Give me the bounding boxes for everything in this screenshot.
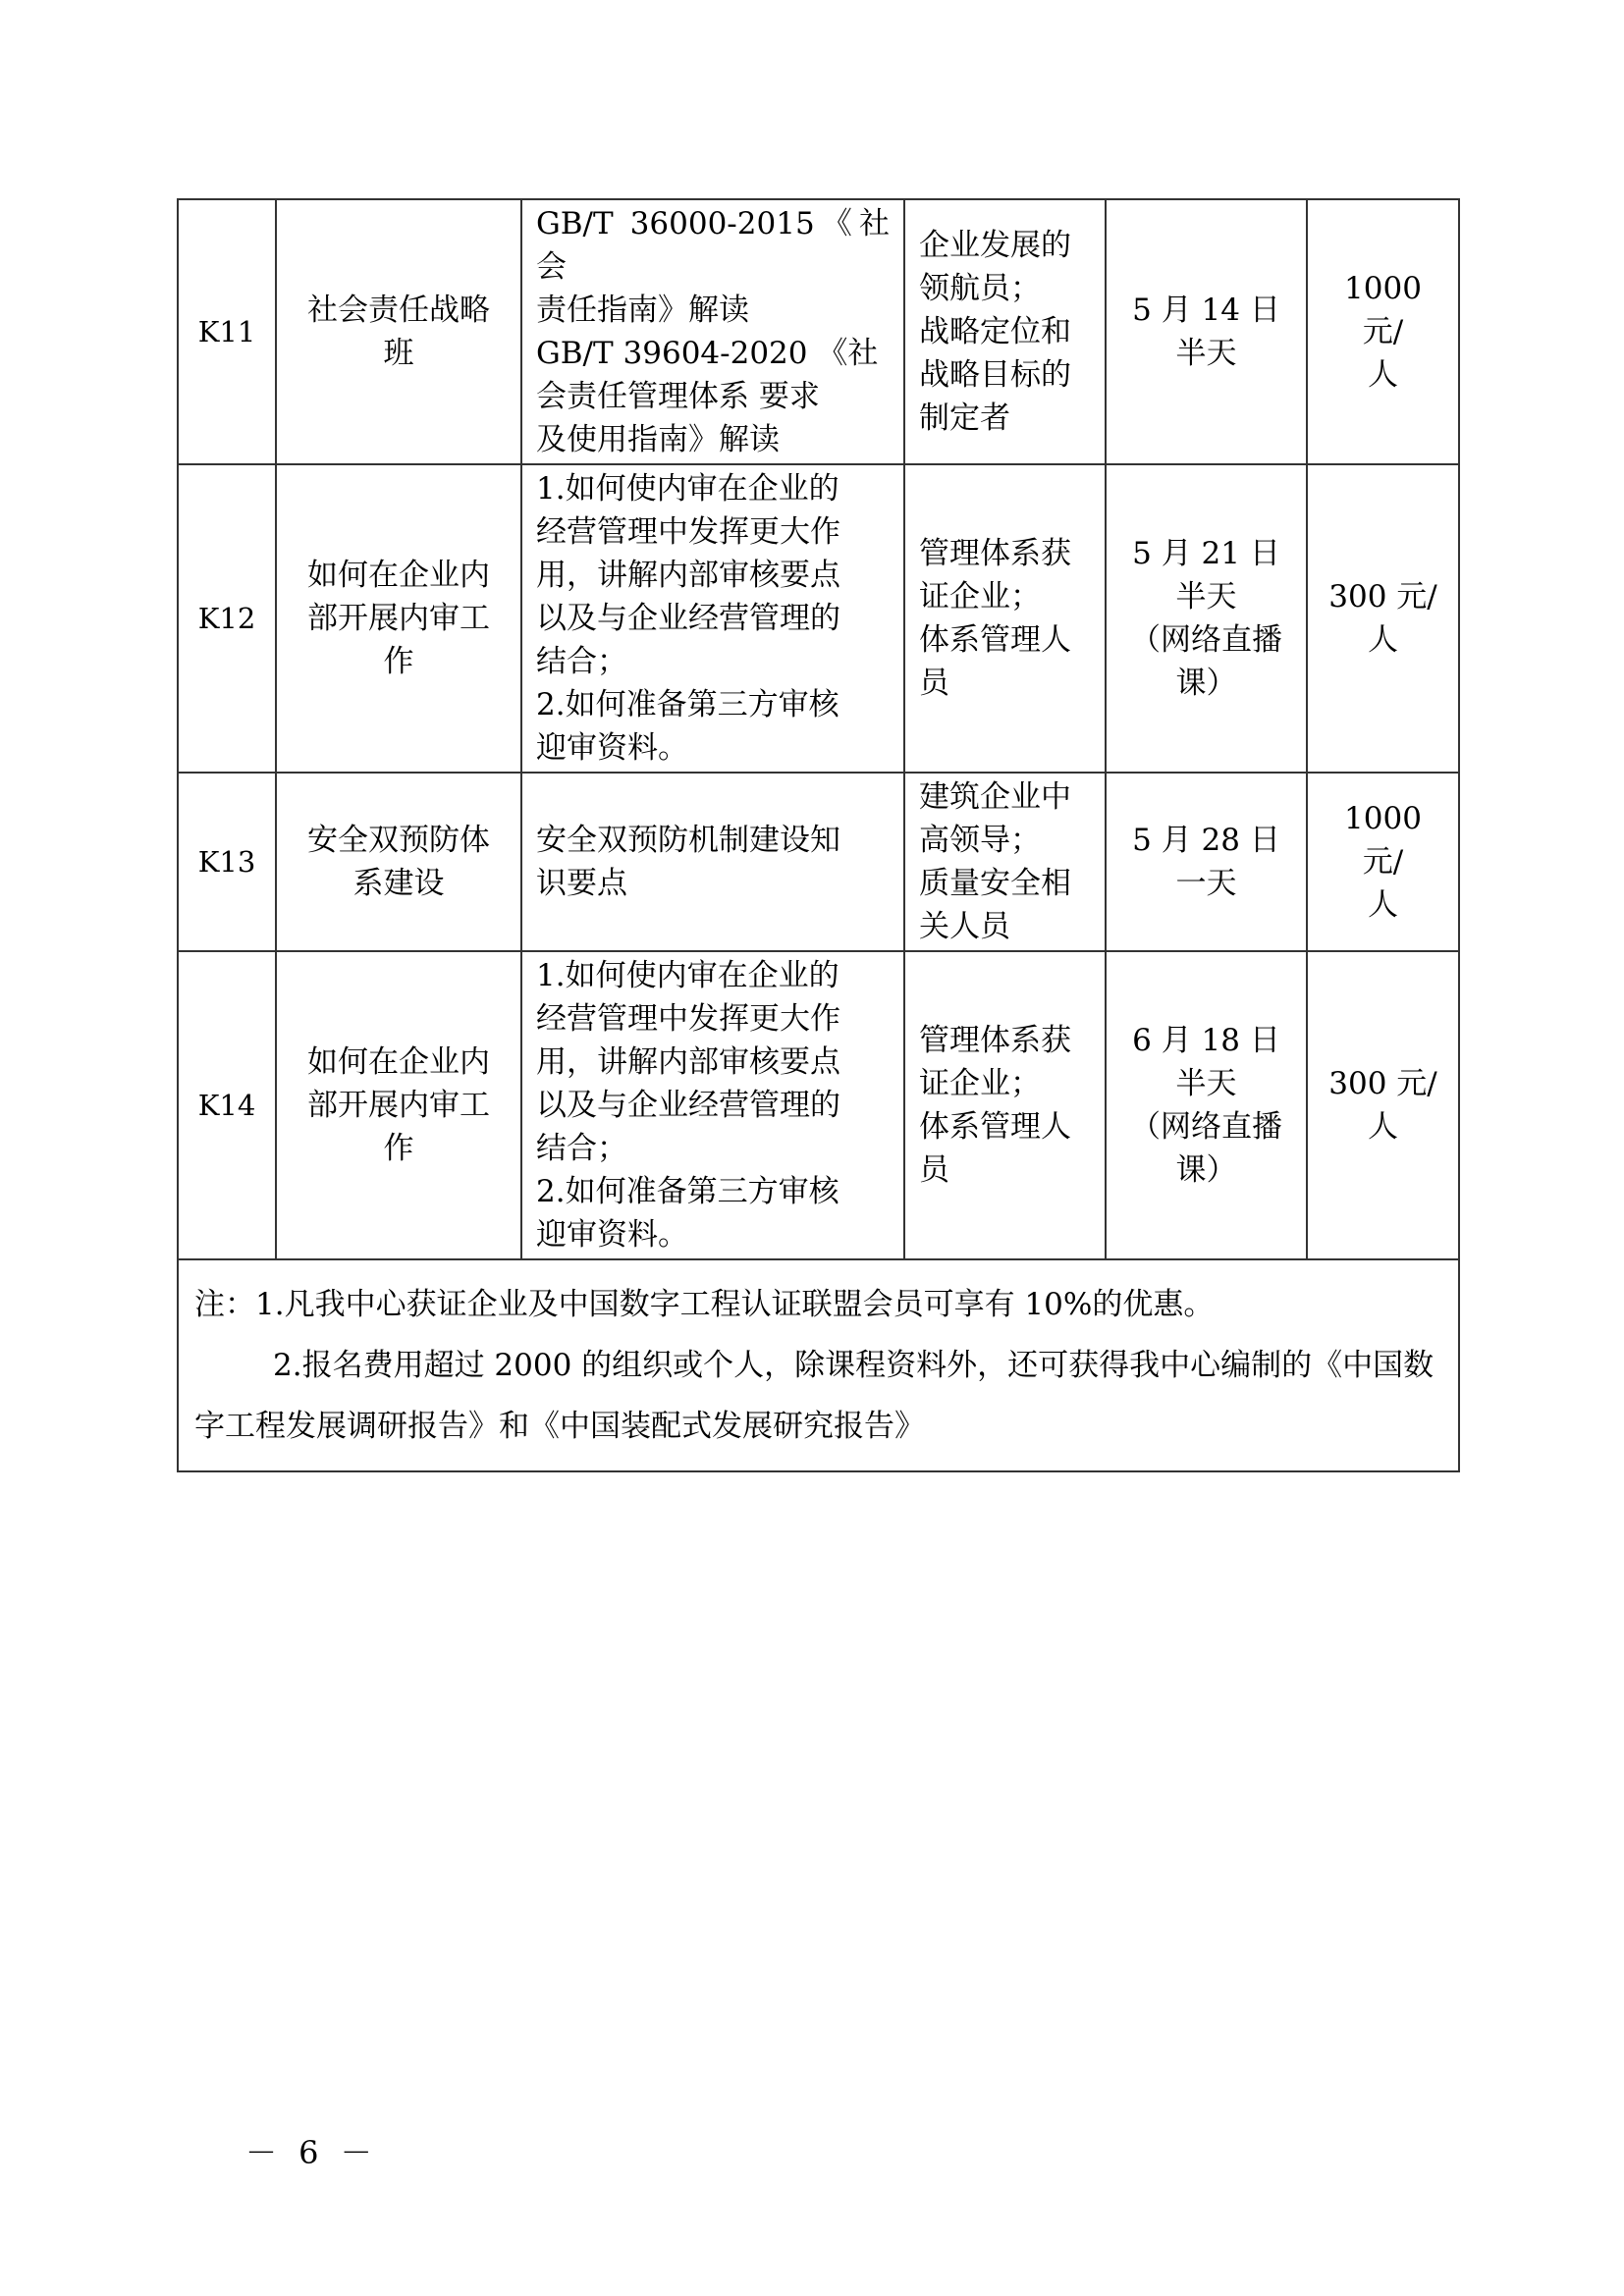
course-time	[1106, 773, 1307, 951]
course-fee-line: 1000 元/	[1344, 271, 1422, 349]
course-fee-line: 300 元/	[1328, 579, 1437, 614]
course-audience-line: 战略目标的	[919, 357, 1071, 393]
course-content-line: 结合；	[536, 644, 627, 679]
course-audience-line: 证企业；	[919, 1066, 1041, 1101]
course-content-line: 以及与企业经营管理的	[536, 601, 840, 636]
course-audience-line: 员	[919, 666, 949, 701]
course-audience-line: 企业发展的	[919, 228, 1071, 263]
course-audience-line: 体系管理人	[919, 1109, 1071, 1145]
course-time-line: 6 月 18 日	[1132, 1023, 1280, 1058]
course-code: K11	[178, 199, 276, 464]
table-row	[178, 773, 1459, 951]
course-time-line: 半天	[1175, 336, 1237, 371]
table-row	[178, 951, 1459, 1259]
course-audience-line: 建筑企业中	[919, 779, 1071, 815]
course-content-line: 2.如何准备第三方审核	[536, 1174, 839, 1209]
page-number: － 6 －	[245, 2134, 378, 2171]
course-audience-line: 关人员	[919, 909, 1010, 944]
course-audience	[904, 951, 1106, 1259]
course-content-line: 结合；	[536, 1131, 627, 1166]
course-code: K12	[178, 464, 276, 773]
course-fee-line: 300 元/	[1328, 1066, 1437, 1101]
course-content	[521, 951, 904, 1259]
course-content-line: GB/T 36000-2015《社会	[536, 206, 890, 285]
course-audience	[904, 199, 1106, 464]
course-time-line: 半天	[1175, 1066, 1237, 1101]
notes-cell	[178, 1259, 1459, 1471]
course-time	[1106, 951, 1307, 1259]
course-name-line: 部开展内审工	[307, 601, 490, 636]
course-name-line: 系建设	[352, 866, 445, 901]
course-name-line: 社会责任战略	[307, 293, 490, 328]
course-content-line: 会责任管理体系 要求	[536, 379, 820, 414]
course-time-line: 课）	[1175, 666, 1237, 701]
course-audience-line: 管理体系获	[919, 536, 1071, 571]
course-audience-line: 管理体系获	[919, 1023, 1071, 1058]
course-fee	[1307, 464, 1459, 773]
course-audience	[904, 773, 1106, 951]
course-audience	[904, 464, 1106, 773]
course-audience-line: 证企业；	[919, 579, 1041, 614]
course-name	[276, 951, 521, 1259]
course-fee	[1307, 773, 1459, 951]
course-name-line: 作	[383, 1131, 414, 1166]
course-fee	[1307, 951, 1459, 1259]
course-content-line: 安全双预防机制建设知	[536, 823, 840, 858]
course-time-line: 5 月 28 日	[1132, 823, 1280, 858]
course-fee-line: 人	[1368, 622, 1398, 658]
course-content	[521, 464, 904, 773]
course-name-line: 作	[383, 644, 414, 679]
course-audience-line: 战略定位和	[919, 314, 1071, 349]
course-audience-line: 员	[919, 1152, 949, 1188]
course-content-line: 迎审资料。	[536, 730, 688, 766]
course-content-line: 识要点	[536, 866, 627, 901]
course-fee	[1307, 199, 1459, 464]
course-time-line: 半天	[1175, 579, 1237, 614]
course-audience-line: 领航员；	[919, 271, 1041, 306]
course-content-line: 1.如何使内审在企业的	[536, 471, 839, 507]
course-name-line: 安全双预防体	[307, 823, 490, 858]
course-content-line: 迎审资料。	[536, 1217, 688, 1253]
course-content-line: 1.如何使内审在企业的	[536, 958, 839, 993]
course-fee-line: 人	[1368, 357, 1398, 393]
course-time	[1106, 199, 1307, 464]
course-code: K14	[178, 951, 276, 1259]
course-code: K13	[178, 773, 276, 951]
course-name	[276, 464, 521, 773]
course-audience-line: 质量安全相	[919, 866, 1071, 901]
course-fee-line: 1000 元/	[1344, 801, 1422, 880]
course-time-line: （网络直播	[1130, 622, 1282, 658]
course-name-line: 部开展内审工	[307, 1088, 490, 1123]
course-fee-line: 人	[1368, 1109, 1398, 1145]
course-content-line: GB/T 39604-2020 《社	[536, 336, 879, 371]
note-line-2: 2.报名费用超过 2000 的组织或个人，除课程资料外，还可获得我中心编制的《中国数字工程发展调研报告》和《中国装配式发展研究报告》	[194, 1348, 1435, 1444]
course-content-line: 及使用指南》解读	[536, 422, 780, 457]
course-content-line: 经营管理中发挥更大作	[536, 1001, 840, 1037]
course-name	[276, 199, 521, 464]
course-fee-line: 人	[1368, 887, 1398, 923]
course-content-line: 用，讲解内部审核要点	[536, 558, 840, 593]
course-content-line: 责任指南》解读	[536, 293, 749, 328]
table-row	[178, 464, 1459, 773]
course-name	[276, 773, 521, 951]
course-audience-line: 体系管理人	[919, 622, 1071, 658]
course-name-line: 如何在企业内	[307, 558, 490, 593]
course-content	[521, 199, 904, 464]
course-content	[521, 773, 904, 951]
table-row	[178, 199, 1459, 464]
course-audience-line: 制定者	[919, 400, 1010, 436]
course-audience-line: 高领导；	[919, 823, 1041, 858]
course-time-line: 5 月 14 日	[1132, 293, 1280, 328]
course-time	[1106, 464, 1307, 773]
course-time-line: 5 月 21 日	[1132, 536, 1280, 571]
course-time-line: （网络直播	[1130, 1109, 1282, 1145]
course-content-line: 用，讲解内部审核要点	[536, 1044, 840, 1080]
course-schedule-table	[177, 198, 1460, 1472]
course-content-line: 以及与企业经营管理的	[536, 1088, 840, 1123]
course-name-line: 班	[383, 336, 414, 371]
course-content-line: 2.如何准备第三方审核	[536, 687, 839, 722]
course-content-line: 经营管理中发挥更大作	[536, 514, 840, 550]
notes-row	[178, 1259, 1459, 1471]
note-line-1: 注：1.凡我中心获证企业及中国数字工程认证联盟会员可享有 10%的优惠。	[194, 1287, 1215, 1322]
course-name-line: 如何在企业内	[307, 1044, 490, 1080]
course-time-line: 课）	[1175, 1152, 1237, 1188]
course-time-line: 一天	[1175, 866, 1237, 901]
